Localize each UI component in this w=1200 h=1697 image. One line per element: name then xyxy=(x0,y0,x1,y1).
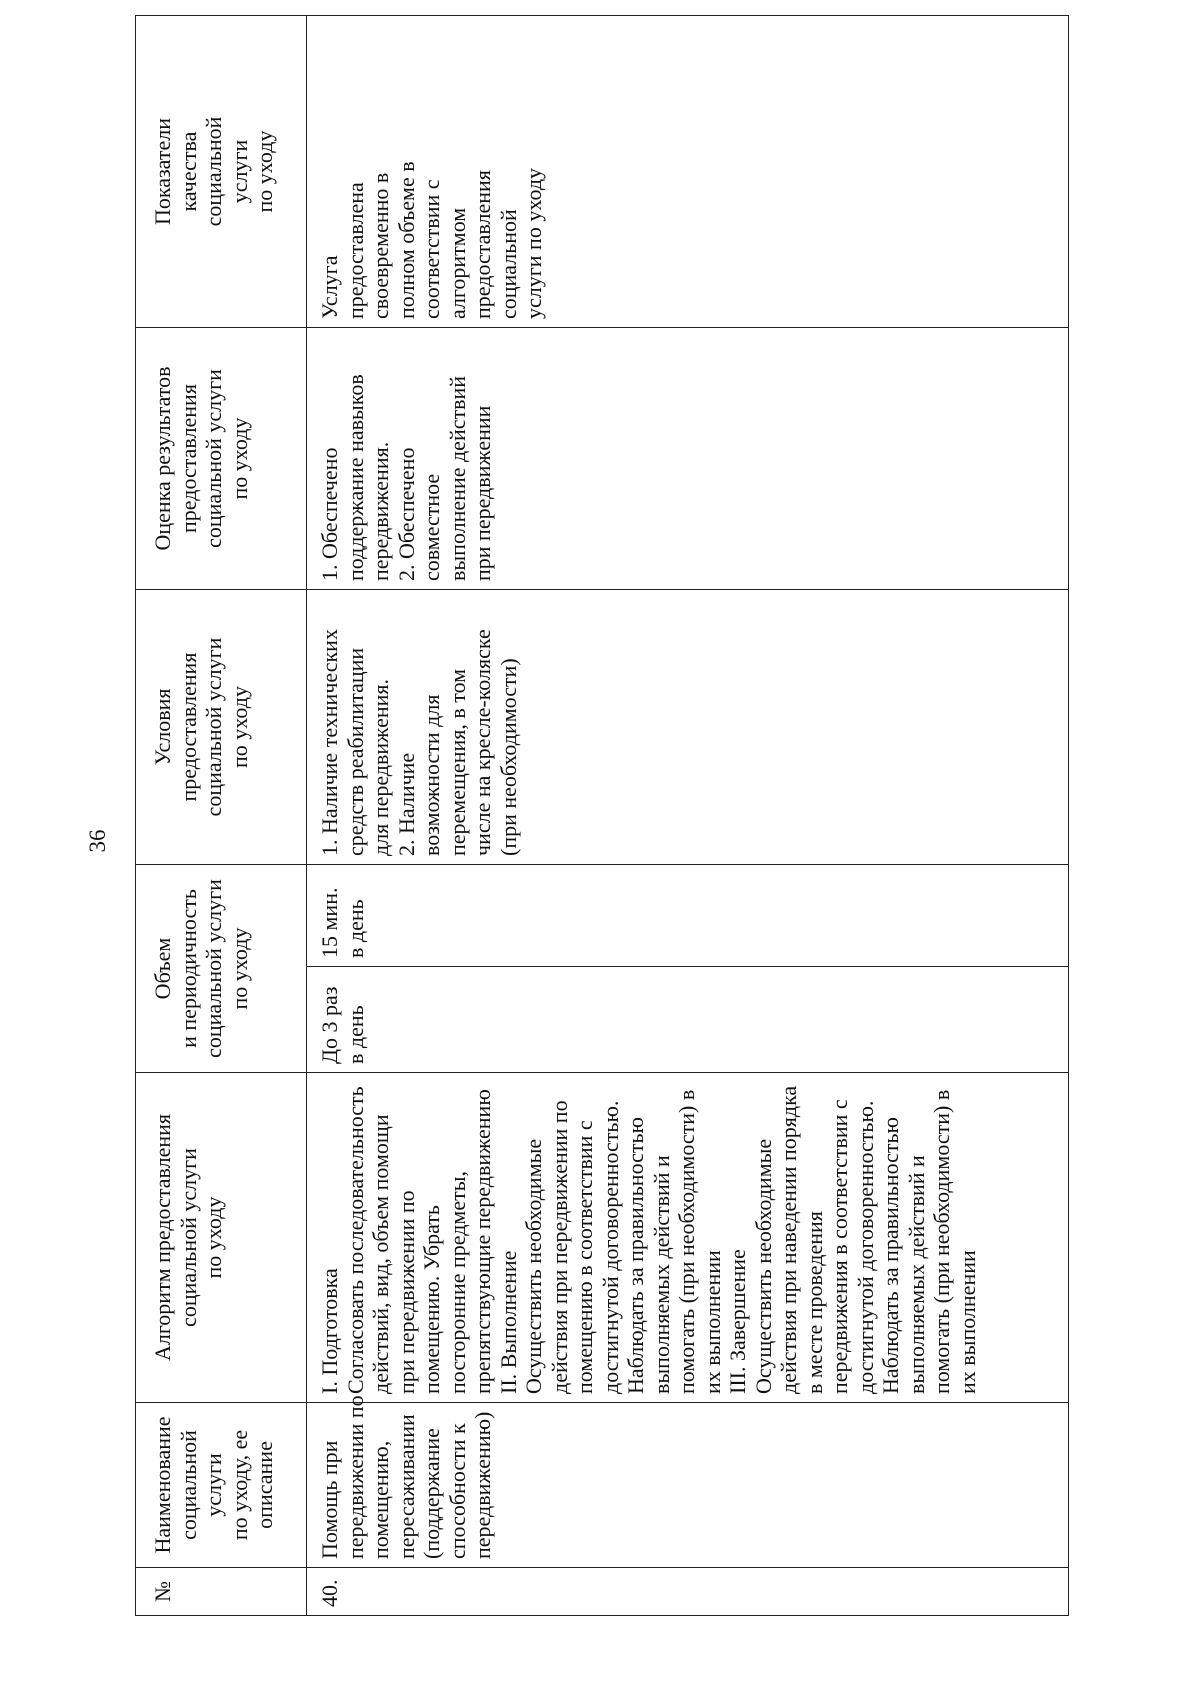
text-line: при передвижении по xyxy=(393,1190,419,1394)
text-line: Услуга xyxy=(317,255,342,319)
text-line: предоставления xyxy=(175,652,201,802)
text-line: описание xyxy=(252,1441,277,1529)
header-results xyxy=(136,328,307,590)
text-line: достигнутой договоренностью. xyxy=(852,1100,878,1394)
text-line: для передвижения. xyxy=(368,679,393,856)
text-line: по уходу xyxy=(226,927,252,1010)
text-line: при передвижении xyxy=(470,405,495,581)
service-results xyxy=(307,328,1069,590)
text-line: 1. Наличие технических xyxy=(317,629,342,856)
text-line: по уходу xyxy=(226,417,252,500)
text-line: соответствии с xyxy=(419,179,444,319)
text-line: I. Подготовка xyxy=(317,1268,342,1394)
text-line: пересаживании xyxy=(393,1414,419,1559)
header-volume xyxy=(136,865,307,1073)
text-line: в месте проведения xyxy=(801,1211,827,1394)
text-line: и периодичность xyxy=(175,889,201,1048)
text-line: Алгоритм предоставления xyxy=(150,1113,175,1362)
text-line: помещению, xyxy=(368,1440,393,1559)
text-line: помогать (при необходимости) в xyxy=(674,1089,699,1394)
service-table-wrapper xyxy=(135,16,1069,1616)
text-line: своевременно в xyxy=(368,172,393,319)
service-duration xyxy=(307,865,1069,967)
text-line: социальной услуги xyxy=(201,637,226,817)
text-line: социальной услуги xyxy=(175,1148,201,1327)
text-line: посторонние предметы, xyxy=(444,1170,470,1394)
text-line: социальной услуги xyxy=(201,879,226,1058)
text-line: качества xyxy=(175,131,201,212)
row-number: 40. xyxy=(307,1568,1069,1616)
text-line: услуги по уходу xyxy=(521,167,546,319)
header-quality xyxy=(136,16,307,328)
text-line: в день xyxy=(342,899,368,958)
text-line: Осуществить необходимые xyxy=(521,1138,546,1394)
text-line: числе на кресле-коляске xyxy=(470,629,495,856)
text-line: действий, вид, объем помощи xyxy=(368,1114,393,1394)
text-line: достигнутой договоренностью. xyxy=(597,1100,623,1394)
text-line: возможности для xyxy=(419,694,444,856)
text-line: действия при передвижении по xyxy=(546,1100,572,1394)
text-line: способности к xyxy=(444,1423,470,1559)
text-line: Объем xyxy=(150,937,175,1000)
service-frequency xyxy=(307,967,1069,1073)
header-algorithm xyxy=(136,1073,307,1403)
text-line: Осуществить необходимые xyxy=(750,1138,776,1394)
page-number: 36 xyxy=(85,829,110,853)
header-name xyxy=(136,1403,307,1568)
text-line: До 3 раз xyxy=(317,986,342,1064)
text-line: их выполнении xyxy=(954,1250,980,1394)
text-line: Оценка результатов xyxy=(150,366,175,551)
text-line: Условия xyxy=(150,688,175,766)
text-line: выполняемых действий и xyxy=(648,1155,674,1394)
text-line: предоставлена xyxy=(342,182,368,319)
text-line: полном объеме в xyxy=(393,161,419,319)
text-line: 2. Обеспечено xyxy=(393,447,419,581)
text-line: алгоритмом xyxy=(444,207,470,319)
text-line: передвижению) xyxy=(470,1411,495,1559)
text-line: 2. Наличие xyxy=(393,752,419,856)
text-line: помещению в соответствии с xyxy=(572,1120,597,1394)
text-line: социальной xyxy=(495,209,521,319)
service-conditions xyxy=(307,590,1069,865)
text-line: выполнение действий xyxy=(444,375,470,581)
text-line: препятствующие передвижению xyxy=(470,1089,495,1394)
header-row xyxy=(136,16,307,1616)
text-line: II. Выполнение xyxy=(495,1250,521,1394)
text-line: Показатели xyxy=(150,117,175,226)
service-quality xyxy=(307,16,1069,328)
text-line: (при необходимости) xyxy=(495,658,521,856)
text-line: передвижении по xyxy=(342,1395,368,1559)
header-num: № xyxy=(136,1568,307,1616)
text-line: средств реабилитации xyxy=(342,647,368,856)
text-line: по уходу xyxy=(226,686,252,768)
service-name xyxy=(307,1395,1069,1568)
text-line: Помощь при xyxy=(317,1440,342,1559)
text-line: 15 мин. xyxy=(317,887,342,958)
text-line: по уходу xyxy=(252,130,277,213)
text-line: III. Завершение xyxy=(725,1249,750,1394)
text-line: в день xyxy=(342,1005,368,1064)
text-line: выполняемых действий и xyxy=(903,1155,929,1394)
text-line: совместное xyxy=(419,473,444,581)
text-line: 1. Обеспечено xyxy=(317,447,342,581)
text-line: социальной услуги xyxy=(201,369,226,548)
text-line: передвижения в соответствии с xyxy=(827,1099,852,1394)
header-conditions xyxy=(136,590,307,865)
text-line: Наименование xyxy=(150,1416,175,1554)
text-line: социальной услуги xyxy=(175,1430,226,1540)
text-line: Наблюдать за правильностью xyxy=(878,1117,903,1394)
text-line: их выполнении xyxy=(699,1250,725,1394)
text-line: (поддержание xyxy=(419,1428,444,1559)
text-line: поддержание навыков xyxy=(342,374,368,581)
text-line: перемещения, в том xyxy=(444,668,470,856)
text-line: социальной xyxy=(201,116,226,227)
text-line: Наблюдать за правильностью xyxy=(623,1117,648,1394)
text-line: по уходу xyxy=(201,1196,226,1279)
service-table xyxy=(135,15,1069,1616)
text-line: предоставления xyxy=(470,170,495,319)
text-line: передвижения. xyxy=(368,441,393,581)
table-row xyxy=(307,16,1069,1616)
text-line: Согласовать последовательность xyxy=(342,1086,368,1394)
text-line: помещению. Убрать xyxy=(419,1205,444,1394)
text-line: действия при наведении порядка xyxy=(776,1085,801,1394)
text-line: предоставления xyxy=(175,384,201,533)
text-line: помогать (при необходимости) в xyxy=(929,1089,954,1394)
service-algorithm xyxy=(307,1073,1069,1403)
text-line: по уходу, ее xyxy=(226,1429,252,1541)
text-line: услуги xyxy=(226,139,252,204)
